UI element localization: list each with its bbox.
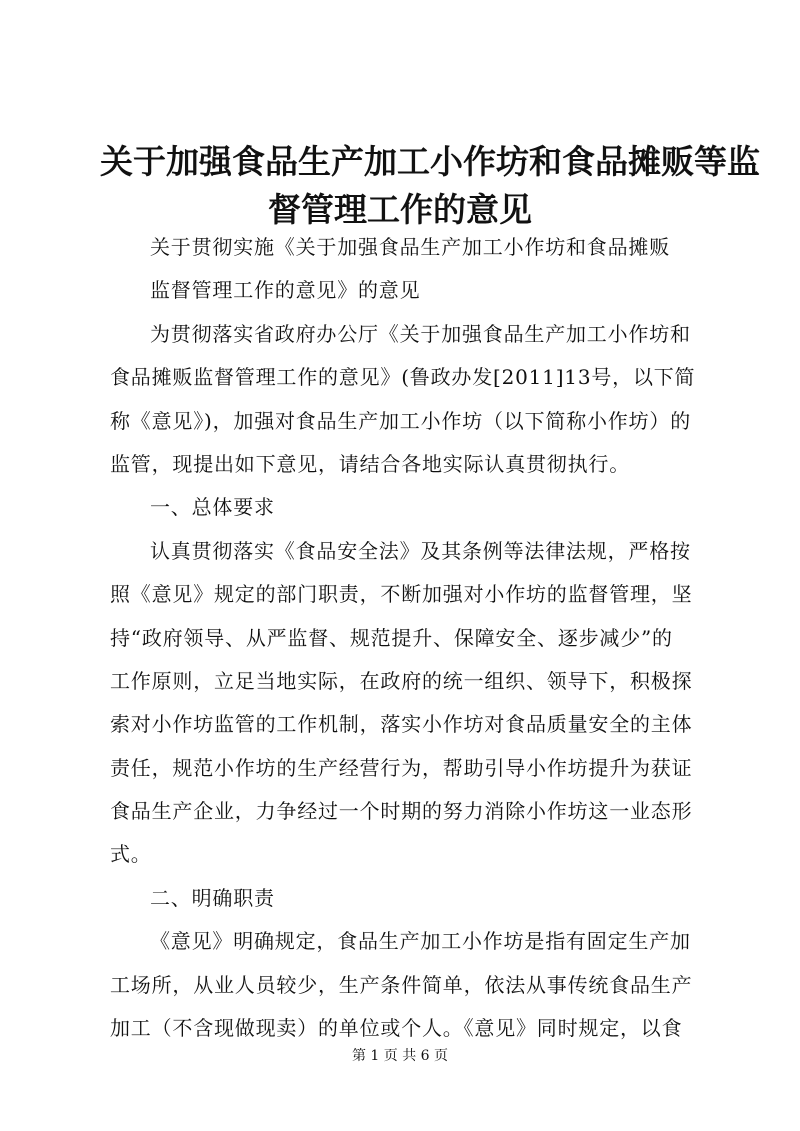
body-line: 持“政府领导、从严监督、规范提升、保障安全、逐步减少”的 <box>110 625 673 650</box>
body-line: 食品生产企业，力争经过一个时期的努力消除小作坊这一业态形 <box>110 799 693 824</box>
document-body <box>110 226 710 1050</box>
body-line: 责任，规范小作坊的生产经营行为，帮助引导小作坊提升为获证 <box>110 755 693 780</box>
body-line: 称《意见》)，加强对食品生产加工小作坊（以下简称小作坊）的 <box>110 408 692 433</box>
page-number-footer: 第 1 页 共 6 页 <box>351 1048 449 1064</box>
body-line: 工场所，从业人员较少，生产条件简单，依法从事传统食品生产 <box>110 972 693 997</box>
section-heading: 一、总体要求 <box>150 495 275 520</box>
body-line: 加工（不含现做现卖）的单位或个人。《意见》同时规定，以食 <box>110 1016 683 1041</box>
body-line: 《意见》明确规定，食品生产加工小作坊是指有固定生产加 <box>150 929 691 954</box>
title-line-1: 关于加强食品生产加工小作坊和食品摊贩等监 <box>100 142 760 181</box>
body-line: 为贯彻落实省政府办公厅《关于加强食品生产加工小作坊和 <box>150 321 691 346</box>
body-line: 工作原则，立足当地实际，在政府的统一组织、领导下，积极探 <box>110 668 693 693</box>
body-line: 关于贯彻实施《关于加强食品生产加工小作坊和食品摊贩 <box>150 235 670 259</box>
document-title <box>100 138 760 234</box>
body-line: 索对小作坊监管的工作机制，落实小作坊对食品质量安全的主体 <box>110 712 693 737</box>
title-line-2: 督管理工作的意见 <box>268 190 532 229</box>
body-line: 食品摊贩监督管理工作的意见》(鲁政办发[2011]13号，以下简 <box>110 365 696 390</box>
body-line: 式。 <box>110 842 152 867</box>
body-line: 照《意见》规定的部门职责，不断加强对小作坊的监督管理，坚 <box>110 582 693 607</box>
body-line: 监督管理工作的意见》的意见 <box>150 278 421 303</box>
section-heading: 二、明确职责 <box>150 885 275 910</box>
body-line: 认真贯彻落实《食品安全法》及其条例等法律法规，严格按 <box>150 538 691 563</box>
body-line: 监管，现提出如下意见，请结合各地实际认真贯彻执行。 <box>110 451 630 476</box>
